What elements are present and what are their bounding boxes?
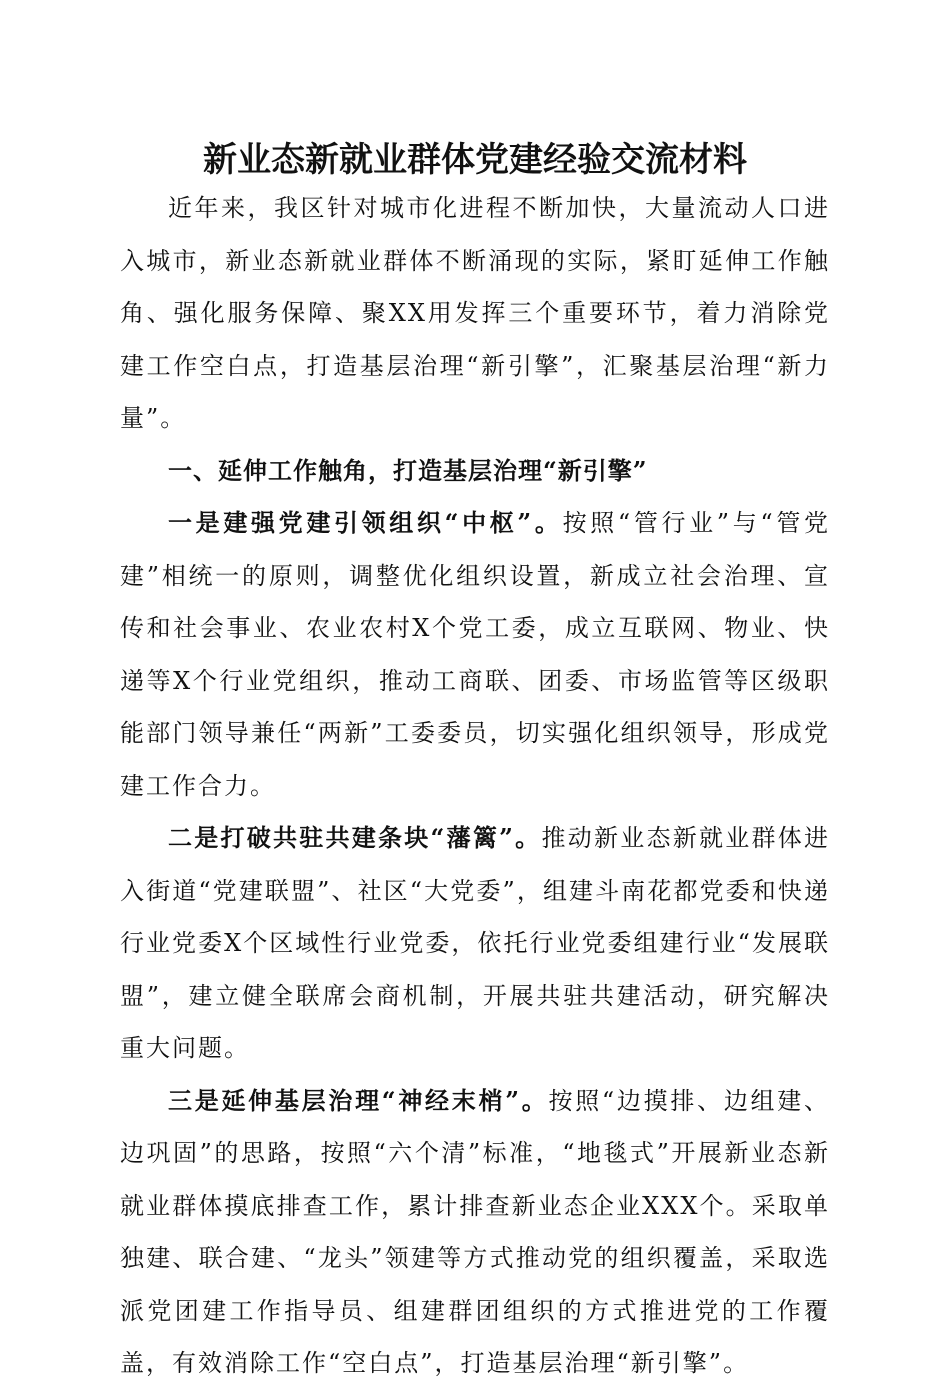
intro-paragraph: 近年来，我区针对城市化进程不断加快，大量流动人口进入城市，新业态新就业群体不断涌现的实际，紧盯延伸工作触角、强化服务保障、聚XX用发挥三个重要环节，着力消除党建工作空白点，打造基层治理“新引擎”，汇聚基层治理“新力量”。	[120, 194, 830, 432]
paragraph-lead: 三是延伸基层治理“神经末梢”。	[168, 1085, 549, 1115]
paragraph-lead: 二是打破共驻共建条块“藩篱”。	[168, 823, 542, 852]
document-body	[120, 182, 830, 1390]
paragraph-text: 按照“边摸排、边组建、边巩固”的思路，按照“六个清”标准，“地毯式”开展新业态新就业群体摸底排查工作，累计排查新业态企业XXX个。采取单独建、联合建、“龙头”领建等方式推动党的组织覆盖，采取选派党团建工作指导员、组建群团组织的方式推进党的工作覆盖，有效消除工作“空白点”，打造基层治理“新引擎”。	[120, 1086, 830, 1377]
paragraph-item-3	[120, 1075, 830, 1390]
paragraph-item-2	[120, 812, 830, 1075]
section-heading: 一、延伸工作触角，打造基层治理“新引擎”	[168, 455, 648, 485]
document-title: 新业态新就业群体党建经验交流材料	[203, 140, 747, 180]
paragraph-item-1	[120, 497, 830, 812]
paragraph-text: 推动新业态新就业群体进入街道“党建联盟”、社区“大党委”，组建斗南花都党委和快递行业党委X个区域性行业党委，依托行业党委组建行业“发展联盟”，建立健全联席会商机制，开展共驻共建活动，研究解决重大问题。	[120, 824, 831, 1062]
paragraph-lead: 一是建强党建引领组织“中枢”。	[168, 508, 563, 537]
paragraph-text: 按照“管行业”与“管党建”相统一的原则，调整优化组织设置，新成立社会治理、宣传和社会事业、农业农村X个党工委，成立互联网、物业、快递等X个行业党组织，推动工商联、团委、市场监管等区级职能部门领导兼任“两新”工委委员，切实强化组织领导，形成党建工作合力。	[120, 509, 831, 800]
